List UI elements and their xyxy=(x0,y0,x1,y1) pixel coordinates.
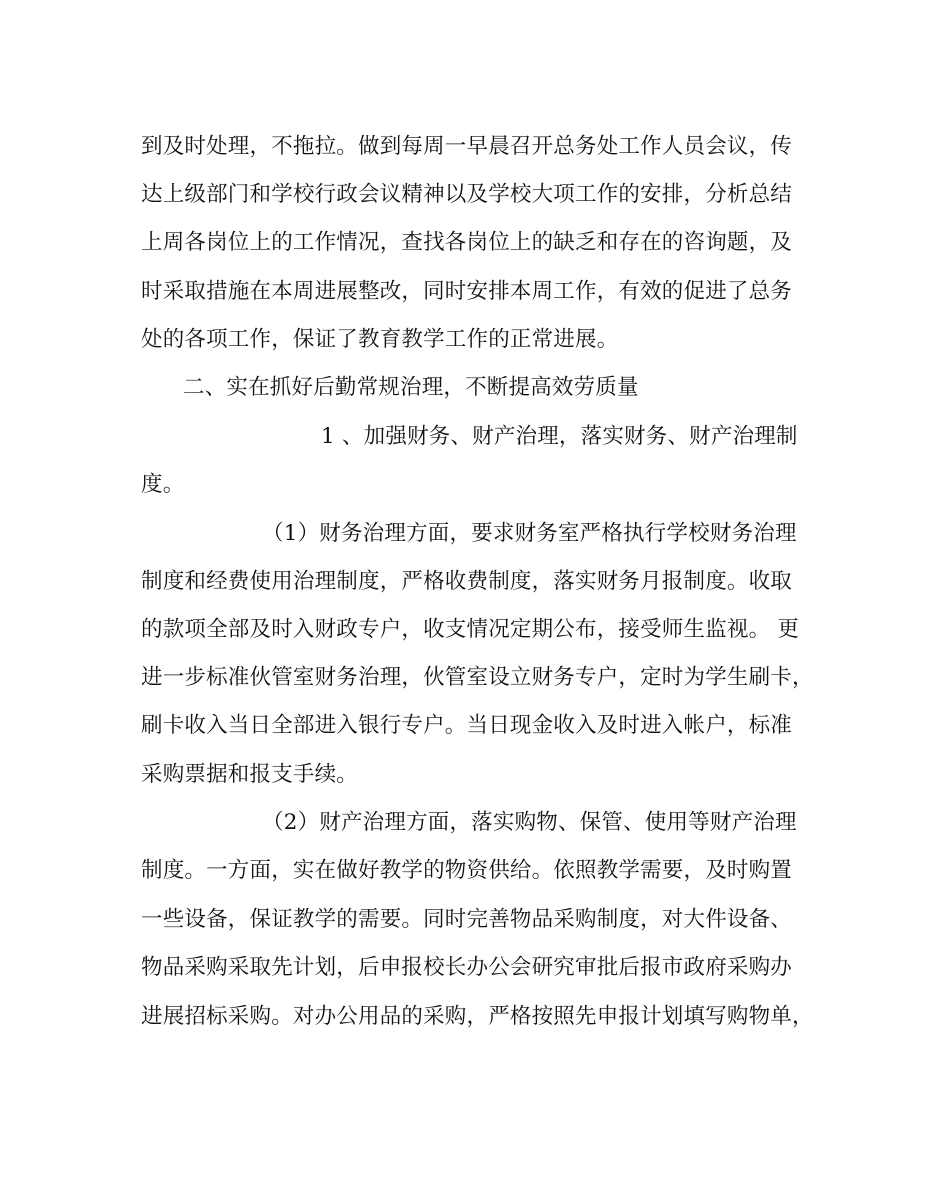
text-line: 刷卡收入当日全部进入银行专户。当日现金收入及时进入帐户，标准 xyxy=(141,713,793,738)
text-line: 制度。一方面，实在做好教学的物资供给。依照教学需要，及时购置 xyxy=(141,858,793,883)
text-line: 度。 xyxy=(141,472,185,497)
text-line: 上周各岗位上的工作情况，查找各岗位上的缺乏和存在的咨询题，及 xyxy=(141,230,793,255)
text-line: 采购票据和报支手续。 xyxy=(141,762,359,787)
text-line: 到及时处理，不拖拉。做到每周一早晨召开总务处工作人员会议，传 xyxy=(141,134,793,159)
text-line: 的款项全部及时入财政专户，收支情况定期公布，接受师生监视。 更 xyxy=(141,617,800,642)
paragraph-start: （1）财务治理方面，要求财务室严格执行学校财务治理 xyxy=(262,521,797,546)
text-line: 制度和经费使用治理制度，严格收费制度，落实财务月报制度。收取 xyxy=(141,569,793,594)
text-line: 物品采购采取先计划，后申报校长办公会研究审批后报市政府采购办 xyxy=(141,955,793,980)
section-heading: 二、实在抓好后勤常规治理，不断提高效劳质量 xyxy=(183,375,639,400)
text-line: 时采取措施在本周进展整改，同时安排本周工作，有效的促进了总务 xyxy=(141,279,793,304)
text-line: 达上级部门和学校行政会议精神以及学校大项工作的安排，分析总结 xyxy=(141,182,793,207)
text-line: 进展招标采购。对办公用品的采购，严格按照先申报计划填写购物单， xyxy=(141,1004,814,1029)
text-line: 处的各项工作，保证了教育教学工作的正常进展。 xyxy=(141,327,619,352)
text-line: 一些设备，保证教学的需要。同时完善物品采购制度，对大件设备、 xyxy=(141,907,793,932)
subsection-heading: 1 、加强财务、财产治理，落实财务、财产治理制 xyxy=(321,424,798,449)
text-line: 进一步标准伙管室财务治理，伙管室设立财务专户，定时为学生刷卡， xyxy=(141,665,814,690)
paragraph-start: （2）财产治理方面，落实购物、保管、使用等财产治理 xyxy=(262,810,797,835)
